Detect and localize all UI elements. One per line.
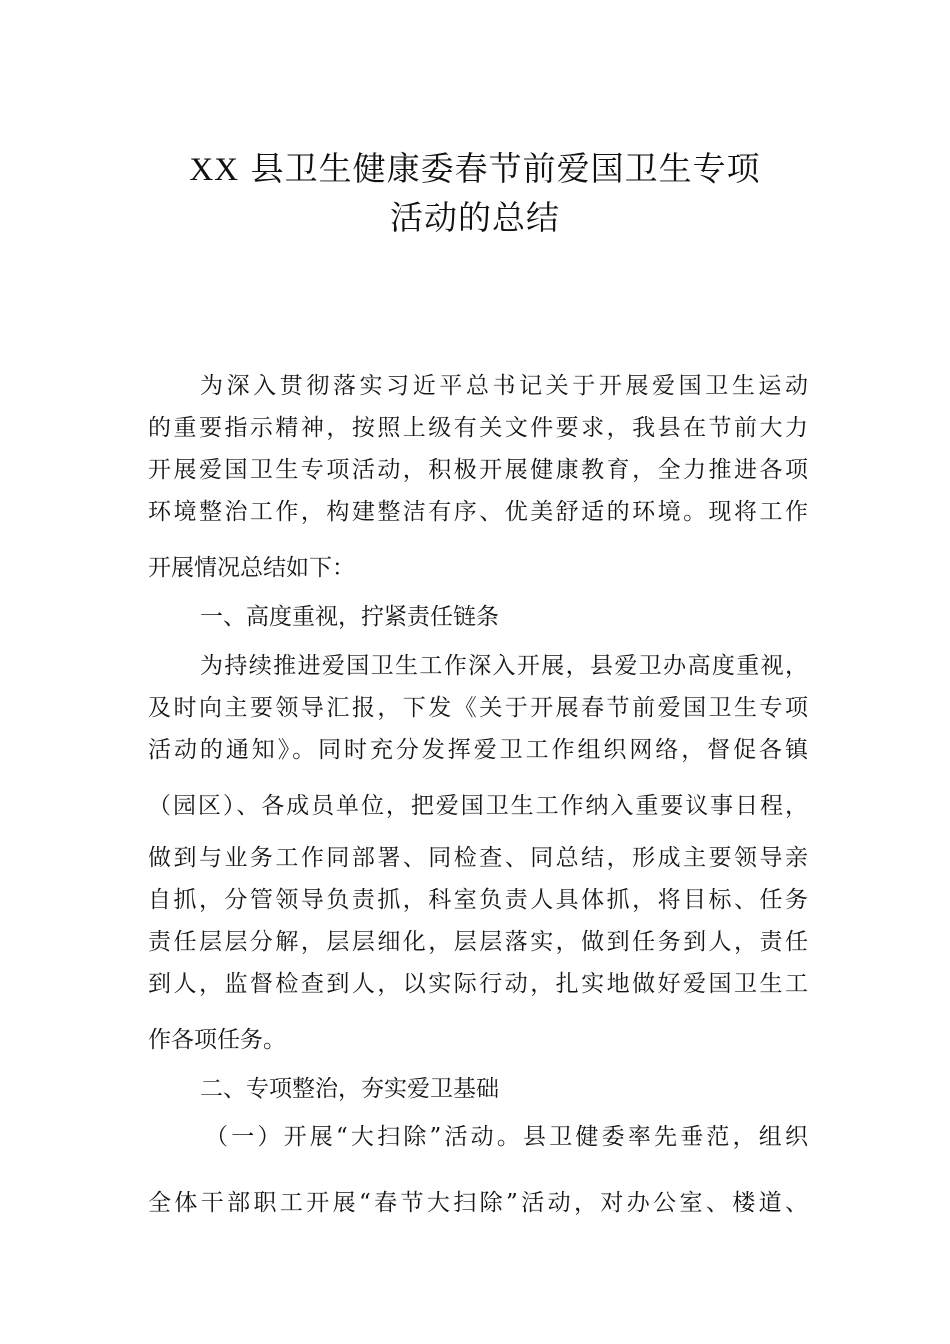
paragraph-line: （一）开展“大扫除”活动。县卫健委率先垂范，组织: [205, 1124, 808, 1150]
paragraph-line: 全体干部职工开展“春节大扫除”活动，对办公室、楼道、: [148, 1190, 808, 1216]
document-title-line-1: [0, 143, 950, 190]
paragraph-line: 开展情况总结如下：: [148, 555, 355, 581]
paragraph-line: 开展爱国卫生专项活动，积极开展健康教育，全力推进各项: [148, 457, 808, 483]
paragraph-line: （园区）、各成员单位，把爱国卫生工作纳入重要议事日程，: [148, 793, 808, 819]
paragraph-line: 到人，监督检查到人，以实际行动，扎实地做好爱国卫生工: [148, 971, 808, 997]
paragraph-line: 的重要指示精神，按照上级有关文件要求，我县在节前大力: [148, 415, 808, 441]
paragraph-line: 自抓，分管领导负责抓，科室负责人具体抓，将目标、任务: [148, 887, 808, 913]
title-text: 县卫生健康委春节前爱国卫生专项: [250, 149, 761, 188]
paragraph-line: 环境整治工作，构建整洁有序、优美舒适的环境。现将工作: [148, 499, 808, 525]
paragraph-line: 责任层层分解，层层细化，层层落实，做到任务到人，责任: [148, 929, 808, 955]
paragraph-line: 做到与业务工作同部署、同检查、同总结，形成主要领导亲: [148, 845, 808, 871]
paragraph-line: 及时向主要领导汇报，下发《关于开展春节前爱国卫生专项: [148, 695, 808, 721]
section-heading: 一、高度重视，拧紧责任链条: [200, 604, 499, 630]
paragraph-line: 为深入贯彻落实习近平总书记关于开展爱国卫生运动: [200, 373, 808, 399]
document-title-line-2: 活动的总结: [390, 198, 560, 237]
section-heading: 二、专项整治，夯实爱卫基础: [200, 1076, 499, 1102]
paragraph-line: 活动的通知》。同时充分发挥爱卫工作组织网络，督促各镇: [148, 737, 808, 763]
paragraph-line: 作各项任务。: [148, 1027, 286, 1053]
title-prefix: XX: [189, 152, 240, 188]
paragraph-line: 为持续推进爱国卫生工作深入开展，县爱卫办高度重视，: [200, 653, 808, 679]
